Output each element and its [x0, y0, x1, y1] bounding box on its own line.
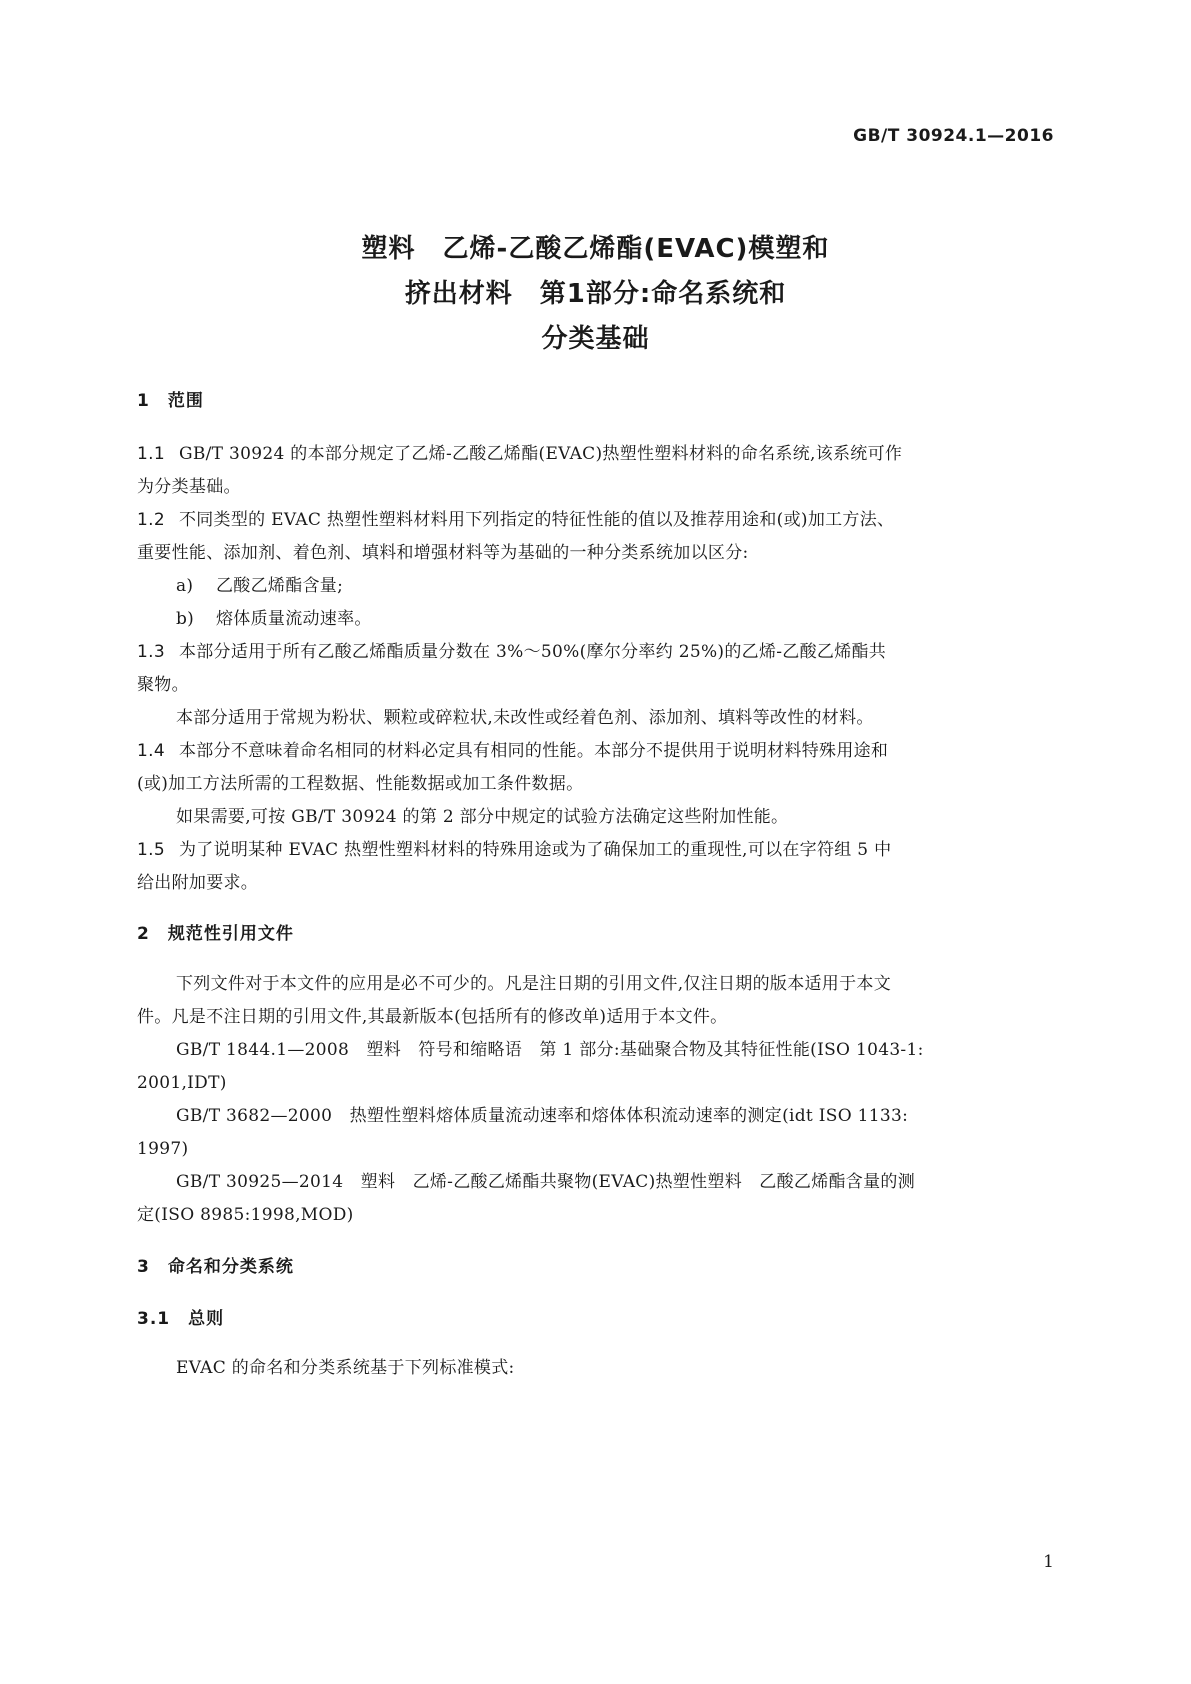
title-line-3: 分类基础: [541, 324, 650, 354]
section-1-heading: 1 范围: [137, 391, 204, 411]
clause-1-5-line-2: 给出附加要求。: [137, 873, 259, 893]
clause-1-1-line-1: [137, 438, 1057, 471]
section-2-heading: 2 规范性引用文件: [137, 924, 294, 944]
clause-text: 为了说明某种 EVAC 热塑性塑料材料的特殊用途或为了确保加工的重现性,可以在字符组 5 中: [178, 840, 892, 860]
list-item-a: [176, 570, 1057, 603]
clause-number: 1.5: [137, 840, 165, 860]
clause-number: 1.1: [137, 444, 165, 464]
clause-1-5-line-1: [137, 834, 1057, 867]
clause-text: 本部分不意味着命名相同的材料必定具有相同的性能。本部分不提供用于说明材料特殊用途和: [178, 741, 889, 761]
clause-text: 不同类型的 EVAC 热塑性塑料材料用下列指定的特征性能的值以及推荐用途和(或)加工方法、: [178, 510, 895, 530]
refs-intro-line-2: 件。凡是不注日期的引用文件,其最新版本(包括所有的修改单)适用于本文件。: [137, 1007, 728, 1027]
reference-1-line-2: 2001,IDT): [137, 1073, 227, 1093]
clause-1-4-line-3: 如果需要,可按 GB/T 30924 的第 2 部分中规定的试验方法确定这些附加性能。: [176, 807, 789, 827]
title-line-2: 挤出材料 第1部分:命名系统和: [404, 279, 787, 309]
clause-number: 1.3: [137, 642, 165, 662]
clause-text: GB/T 30924 的本部分规定了乙烯-乙酸乙烯酯(EVAC)热塑性塑料材料的命名系统,该系统可作: [178, 444, 903, 464]
reference-2-line-1: GB/T 3682—2000 热塑性塑料熔体质量流动速率和熔体体积流动速率的测定(idt ISO 1133:: [176, 1106, 909, 1126]
clause-1-4-line-2: (或)加工方法所需的工程数据、性能数据或加工条件数据。: [137, 774, 584, 794]
section-3-1-heading: 3.1 总则: [137, 1309, 225, 1329]
clause-1-3-line-1: [137, 636, 1057, 669]
list-text: 熔体质量流动速率。: [216, 609, 372, 629]
clause-number: 1.4: [137, 741, 165, 761]
clause-3-1-text: EVAC 的命名和分类系统基于下列标准模式:: [176, 1358, 515, 1378]
page-number: 1: [1043, 1552, 1054, 1572]
list-marker: a): [176, 576, 194, 596]
clause-number: 1.2: [137, 510, 165, 530]
clause-1-1-line-2: 为分类基础。: [137, 477, 241, 497]
clause-1-3-line-3: 本部分适用于常规为粉状、颗粒或碎粒状,未改性或经着色剂、添加剂、填料等改性的材料。: [176, 708, 874, 728]
section-3-heading: 3 命名和分类系统: [137, 1257, 294, 1277]
clause-1-2-line-2: 重要性能、添加剂、着色剂、填料和增强材料等为基础的一种分类系统加以区分:: [137, 543, 749, 563]
clause-1-4-line-1: [137, 735, 1057, 768]
clause-1-2-line-1: [137, 504, 1057, 537]
list-text: 乙酸乙烯酯含量;: [216, 576, 344, 596]
standard-code: GB/T 30924.1—2016: [853, 126, 1054, 146]
list-item-b: [176, 603, 1057, 636]
title-line-1: 塑料 乙烯-乙酸乙烯酯(EVAC)模塑和: [361, 234, 830, 264]
clause-text: 本部分适用于所有乙酸乙烯酯质量分数在 3%～50%(摩尔分率约 25%)的乙烯-乙酸乙烯酯共: [178, 642, 887, 662]
clause-1-3-line-2: 聚物。: [137, 675, 189, 695]
reference-1-line-1: GB/T 1844.1—2008 塑料 符号和缩略语 第 1 部分:基础聚合物及其特征性能(ISO 1043-1:: [176, 1040, 924, 1060]
refs-intro-line-1: 下列文件对于本文件的应用是必不可少的。凡是注日期的引用文件,仅注日期的版本适用于本文: [176, 974, 892, 994]
reference-3-line-1: GB/T 30925—2014 塑料 乙烯-乙酸乙烯酯共聚物(EVAC)热塑性塑料 乙酸乙烯酯含量的测: [176, 1172, 916, 1192]
reference-3-line-2: 定(ISO 8985:1998,MOD): [137, 1205, 354, 1225]
reference-2-line-2: 1997): [137, 1139, 189, 1159]
list-marker: b): [176, 609, 195, 629]
